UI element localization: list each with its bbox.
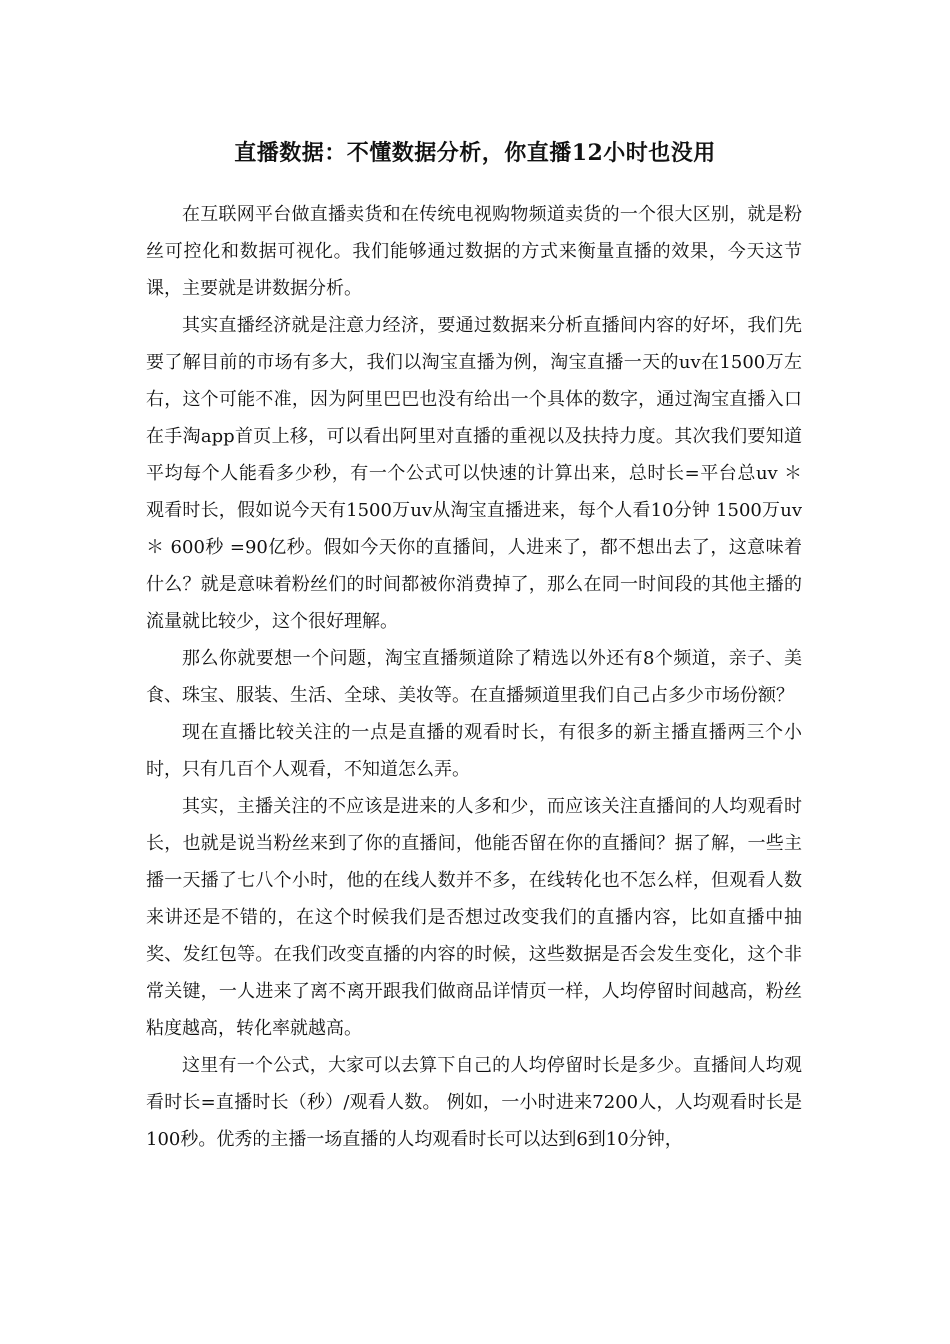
- paragraph-6: 这里有一个公式，大家可以去算下自己的人均停留时长是多少。直播间人均观看时长=直播时长（秒）/观看人数。 例如，一小时进来7200人，人均观看时长是100秒。优秀的主播一场直播的人均观看时长可以达到6到10分钟，: [146, 1055, 802, 1150]
- document-title: 直播数据：不懂数据分析，你直播12小时也没用: [234, 140, 716, 166]
- paragraph-2: 其实直播经济就是注意力经济，要通过数据来分析直播间内容的好坏，我们先要了解目前的市场有多大，我们以淘宝直播为例，淘宝直播一天的uv在1500万左右，这个可能不准，因为阿里巴巴也没有给出一个具体的数字，通过淘宝直播入口在手淘app首页上移，可以看出阿里对直播的重视以及扶持力度。其次我们要知道平均每个人能看多少秒，有一个公式可以快速的计算出来，总时长=平台总uv ＊ 观看时长，假如说今天有1500万uv从淘宝直播进来，每个人看10分钟 1500万uv ＊ 600秒 =90亿秒。假如今天你的直播间，人进来了，都不想出去了，这意味着什么？就是意味着粉丝们的时间都被你消费掉了，那么在同一时间段的其他主播的流量就比较少，这个很好理解。: [146, 315, 802, 632]
- paragraph-4: 现在直播比较关注的一点是直播的观看时长，有很多的新主播直播两三个小时，只有几百个人观看，不知道怎么弄。: [146, 722, 802, 780]
- document-body: [146, 196, 802, 1158]
- paragraph-1: 在互联网平台做直播卖货和在传统电视购物频道卖货的一个很大区别，就是粉丝可控化和数据可视化。我们能够通过数据的方式来衡量直播的效果，今天这节课，主要就是讲数据分析。: [146, 204, 802, 299]
- paragraph-3: 那么你就要想一个问题，淘宝直播频道除了精选以外还有8个频道，亲子、美食、珠宝、服装、生活、全球、美妆等。在直播频道里我们自己占多少市场份额？: [146, 648, 802, 706]
- paragraph-5: 其实，主播关注的不应该是进来的人多和少，而应该关注直播间的人均观看时长，也就是说当粉丝来到了你的直播间，他能否留在你的直播间？据了解，一些主播一天播了七八个小时，他的在线人数并不多，在线转化也不怎么样，但观看人数来讲还是不错的，在这个时候我们是否想过改变我们的直播内容，比如直播中抽奖、发红包等。在我们改变直播的内容的时候，这些数据是否会发生变化，这个非常关键，一人进来了离不离开跟我们做商品详情页一样，人均停留时间越高，粉丝粘度越高，转化率就越高。: [146, 796, 802, 1039]
